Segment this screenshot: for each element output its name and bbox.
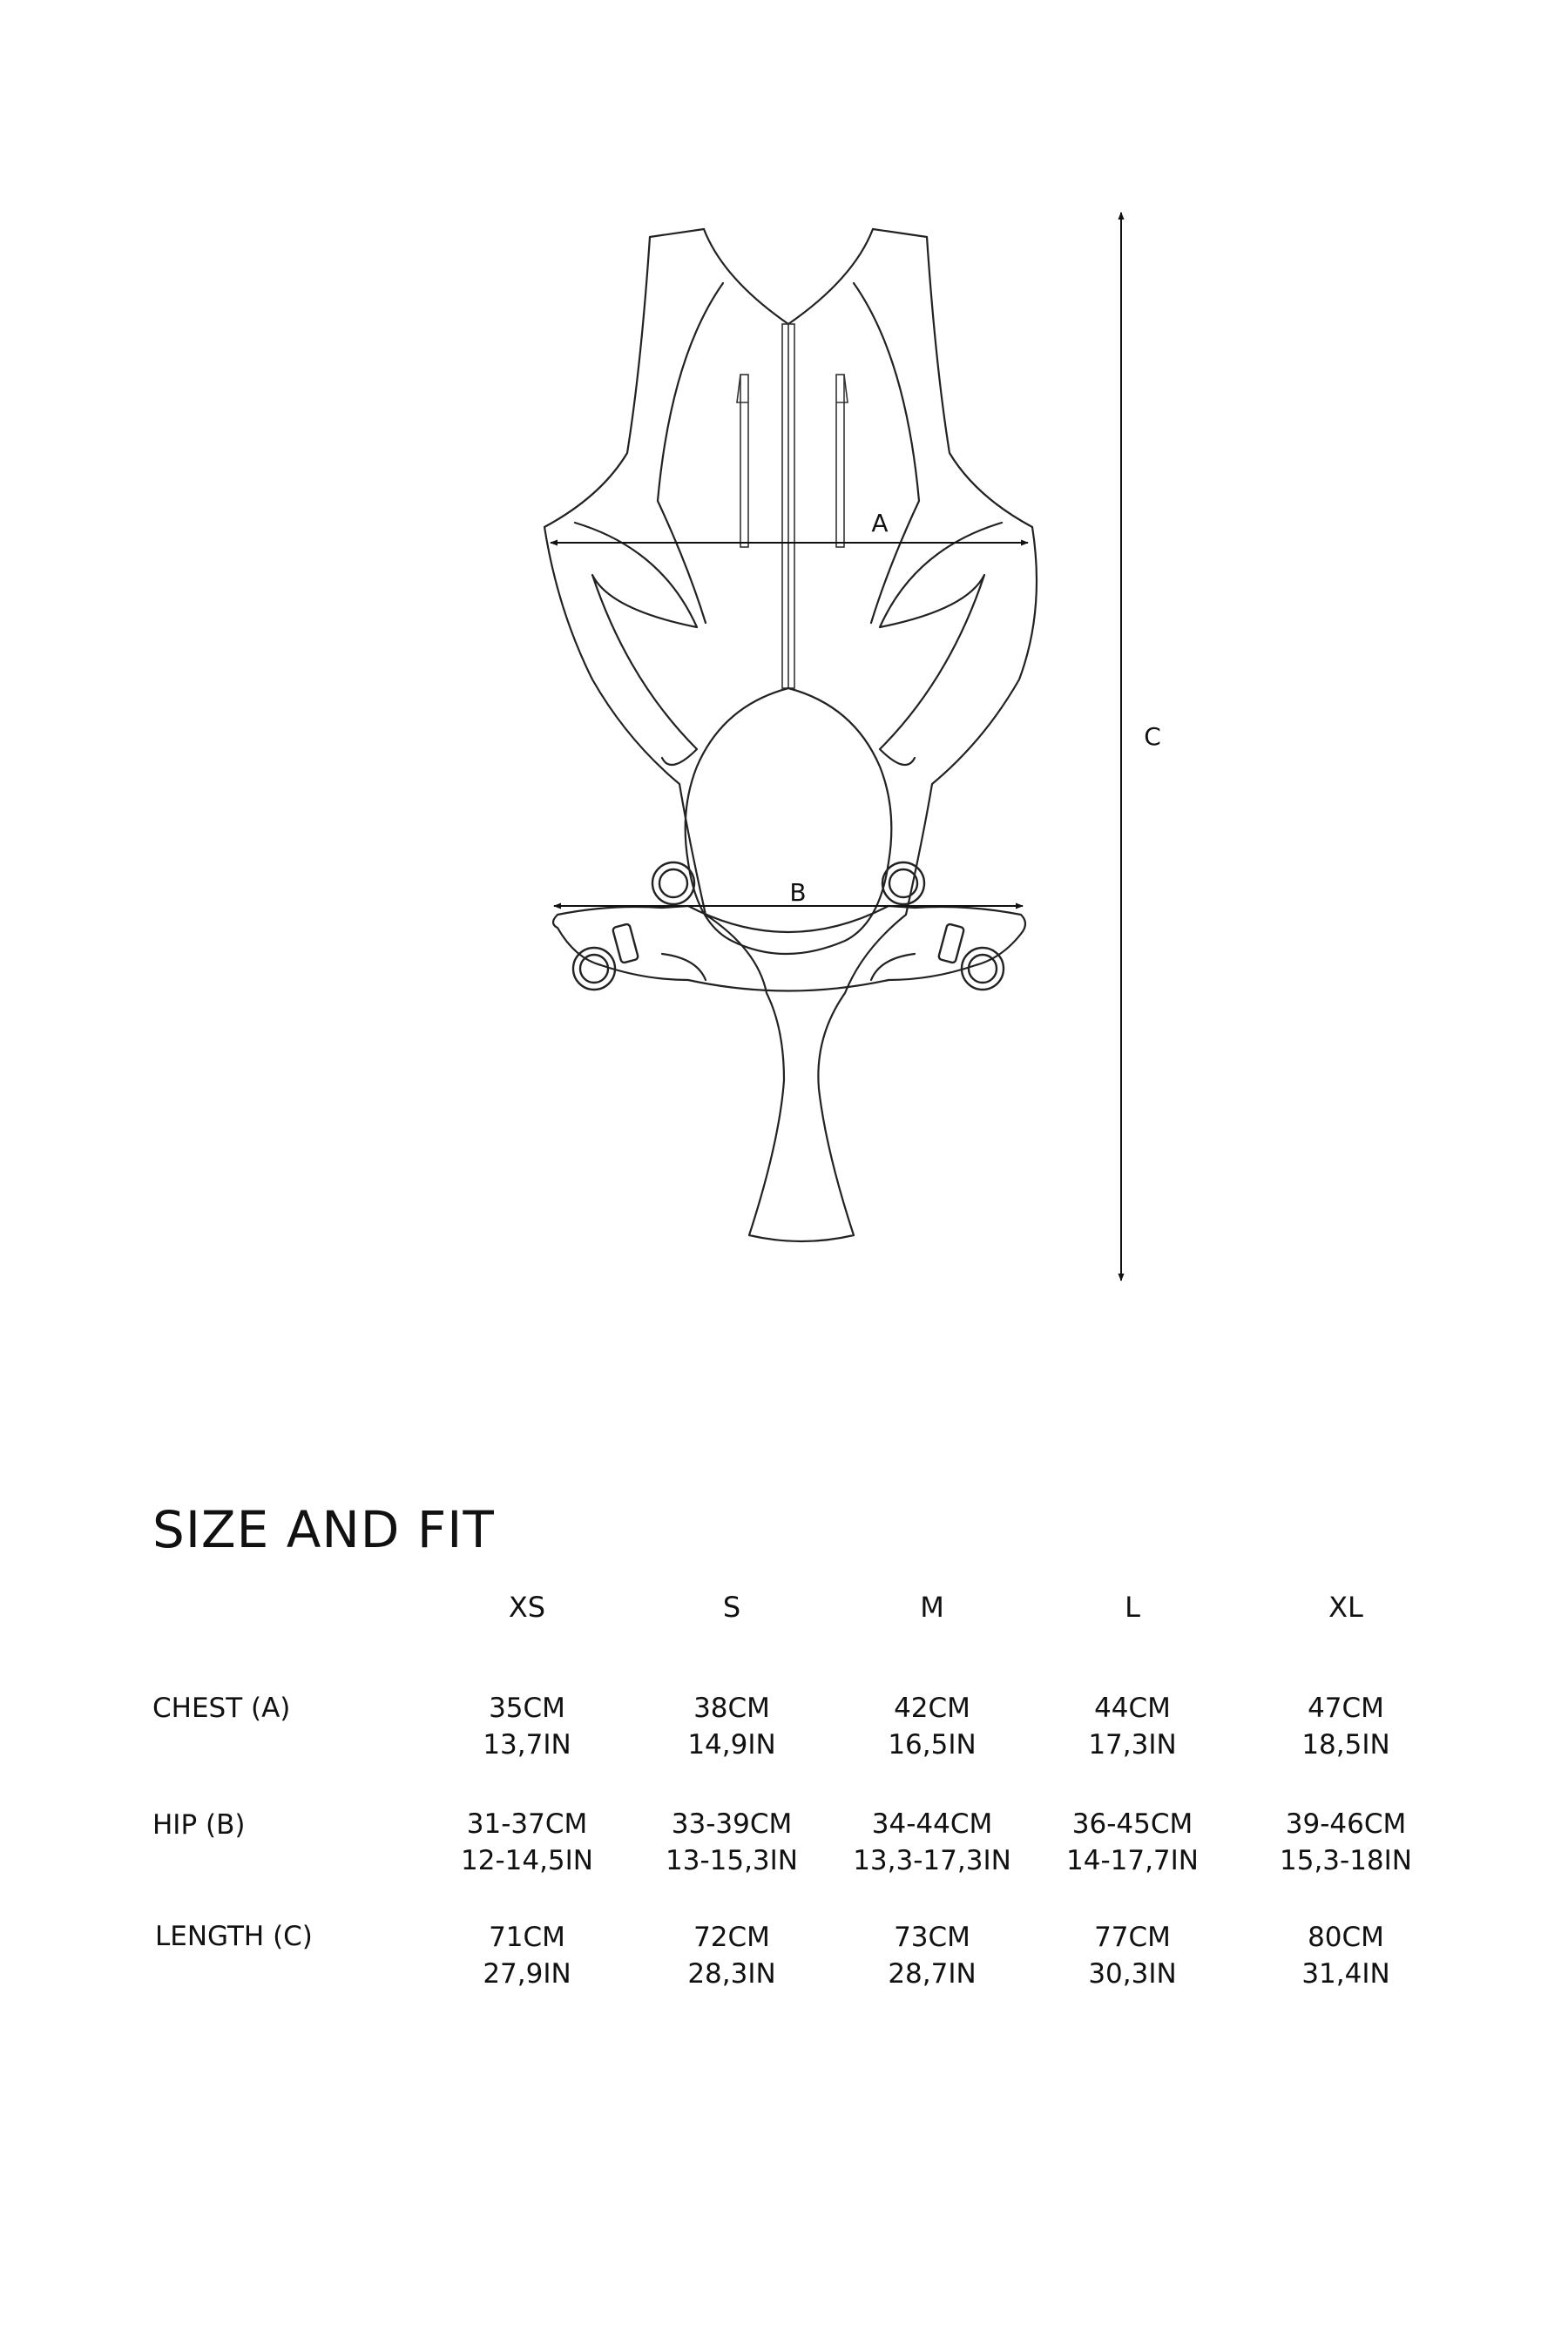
chest-xl-cm: 47CM bbox=[1308, 1693, 1384, 1724]
size-header-l: L bbox=[1125, 1591, 1140, 1624]
dimension-b-label: B bbox=[789, 878, 807, 907]
size-chart-title: SIZE AND FIT bbox=[152, 1500, 495, 1559]
dimension-b bbox=[554, 878, 1023, 907]
length-s-cm: 72CM bbox=[693, 1922, 770, 1953]
length-m-value bbox=[888, 1919, 976, 1992]
hip-xl-cm: 39-46CM bbox=[1285, 1808, 1407, 1840]
dimension-a bbox=[551, 509, 1028, 543]
size-header-xl: XL bbox=[1328, 1591, 1363, 1624]
size-header-s: S bbox=[722, 1591, 741, 1624]
length-l-value bbox=[1088, 1919, 1176, 1992]
length-m-cm: 73CM bbox=[894, 1922, 970, 1953]
length-xl-cm: 80CM bbox=[1308, 1922, 1384, 1953]
length-xs-in: 27,9IN bbox=[483, 1958, 571, 1990]
left-pocket-zipper bbox=[740, 375, 748, 547]
dimension-a-label: A bbox=[871, 509, 889, 537]
chest-m-value bbox=[888, 1690, 976, 1763]
dimension-c bbox=[1121, 213, 1161, 1281]
hip-m-value bbox=[853, 1806, 1011, 1879]
hip-xs-value bbox=[461, 1806, 593, 1879]
hip-l-value bbox=[1066, 1806, 1199, 1879]
hip-l-in: 14-17,7IN bbox=[1066, 1845, 1199, 1876]
length-l-cm: 77CM bbox=[1094, 1922, 1171, 1953]
size-header-xs: XS bbox=[508, 1591, 546, 1624]
cup-panel bbox=[686, 688, 892, 954]
hip-xs-in: 12-14,5IN bbox=[461, 1845, 593, 1876]
right-buckle bbox=[938, 923, 964, 963]
waist-strap bbox=[553, 906, 1025, 991]
length-l-in: 30,3IN bbox=[1088, 1958, 1177, 1990]
chest-s-in: 14,9IN bbox=[687, 1729, 776, 1761]
chest-xs-in: 13,7IN bbox=[483, 1729, 571, 1761]
hip-m-cm: 34-44CM bbox=[871, 1808, 993, 1840]
length-xs-value bbox=[483, 1919, 571, 1992]
left-side-cutout bbox=[575, 523, 697, 765]
chest-m-in: 16,5IN bbox=[888, 1729, 977, 1761]
chest-xs-cm: 35CM bbox=[489, 1693, 565, 1724]
left-armhole-panel bbox=[658, 283, 723, 623]
hip-s-in: 13-15,3IN bbox=[666, 1845, 798, 1876]
left-buckle bbox=[612, 923, 639, 963]
right-armhole-panel bbox=[854, 283, 919, 623]
hip-xl-in: 15,3-18IN bbox=[1280, 1845, 1412, 1876]
hip-xl-value bbox=[1280, 1806, 1412, 1879]
row-label-length: LENGTH (C) bbox=[155, 1921, 313, 1952]
chest-s-cm: 38CM bbox=[693, 1693, 770, 1724]
length-xl-in: 31,4IN bbox=[1301, 1958, 1390, 1990]
chest-m-cm: 42CM bbox=[894, 1693, 970, 1724]
chest-xl-in: 18,5IN bbox=[1301, 1729, 1390, 1761]
length-s-in: 28,3IN bbox=[687, 1958, 776, 1990]
chest-xs-value bbox=[483, 1690, 571, 1763]
hip-s-value bbox=[666, 1806, 798, 1879]
length-xs-cm: 71CM bbox=[489, 1922, 565, 1953]
chest-s-value bbox=[687, 1690, 775, 1763]
length-s-value bbox=[687, 1919, 775, 1992]
garment-body-outline bbox=[544, 229, 1037, 1241]
right-pocket-zipper bbox=[836, 375, 844, 547]
chest-l-value bbox=[1088, 1690, 1176, 1763]
right-side-cutout bbox=[880, 523, 1002, 765]
row-label-hip: HIP (B) bbox=[152, 1809, 246, 1841]
row-label-chest: CHEST (A) bbox=[152, 1693, 291, 1724]
chest-l-in: 17,3IN bbox=[1088, 1729, 1177, 1761]
hip-l-cm: 36-45CM bbox=[1071, 1808, 1193, 1840]
size-header-m: M bbox=[920, 1591, 944, 1624]
neckline bbox=[704, 229, 873, 324]
length-m-in: 28,7IN bbox=[888, 1958, 977, 1990]
hip-xs-cm: 31-37CM bbox=[466, 1808, 588, 1840]
chest-xl-value bbox=[1301, 1690, 1389, 1763]
hip-s-cm: 33-39CM bbox=[671, 1808, 793, 1840]
chest-l-cm: 44CM bbox=[1094, 1693, 1171, 1724]
bodysuit-outline bbox=[544, 229, 1037, 1241]
hip-m-in: 13,3-17,3IN bbox=[853, 1845, 1011, 1876]
length-xl-value bbox=[1301, 1919, 1389, 1992]
dimension-c-label: C bbox=[1144, 722, 1161, 751]
